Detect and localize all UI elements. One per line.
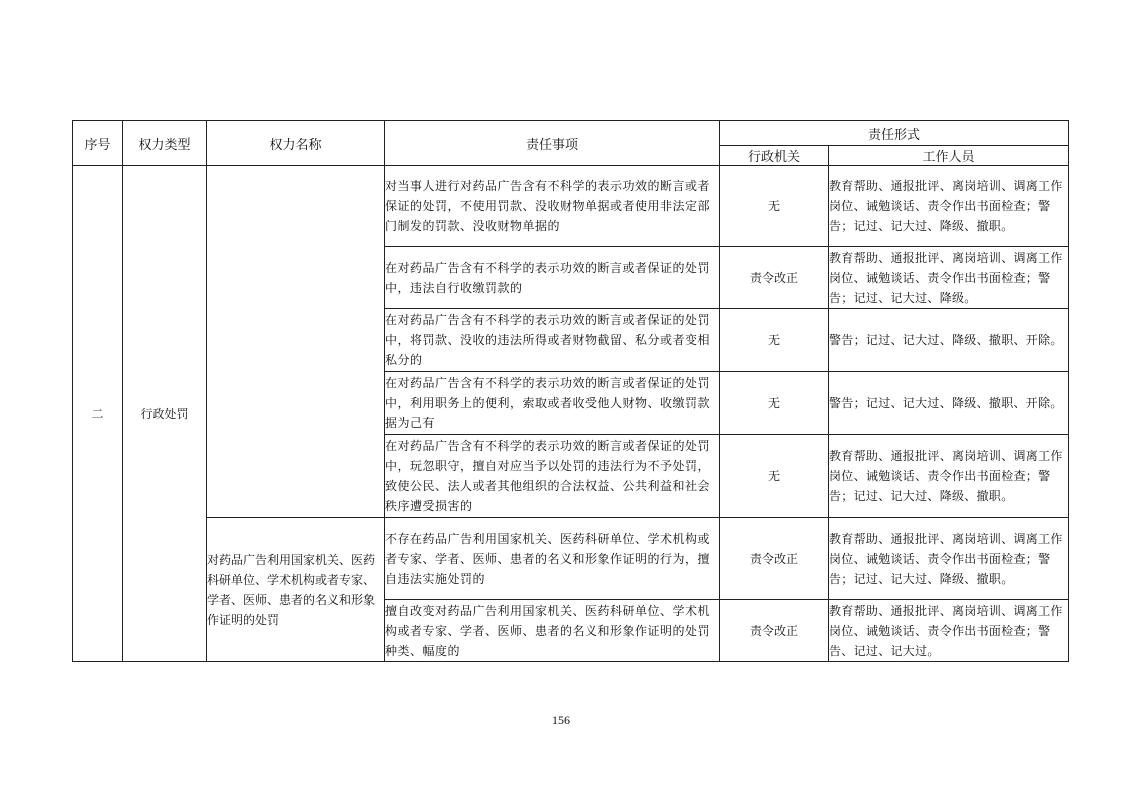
header-seq: 序号 xyxy=(73,121,123,166)
cell-organ: 责令改正 xyxy=(720,247,829,309)
cell-power-type: 行政处罚 xyxy=(123,166,207,662)
table-row xyxy=(73,518,1069,600)
page-number: 156 xyxy=(552,713,570,727)
header-form-group: 责任形式 xyxy=(720,121,1069,146)
cell-power-name-blank xyxy=(207,166,385,518)
cell-organ: 无 xyxy=(720,435,829,518)
cell-duty: 对当事人进行对药品广告含有不科学的表示功效的断言或者保证的处罚，不使用罚款、没收财物单据或者使用非法定部门制发的罚款、没收财物单据的 xyxy=(385,166,720,247)
cell-organ: 责令改正 xyxy=(720,600,829,662)
cell-staff: 教育帮助、通报批评、离岗培训、调离工作岗位、诫勉谈话、责令作出书面检查；警告；记过、记大过、降级。 xyxy=(829,247,1069,309)
cell-organ: 无 xyxy=(720,372,829,435)
table-row xyxy=(73,166,1069,247)
cell-organ: 无 xyxy=(720,166,829,247)
cell-duty: 在对药品广告含有不科学的表示功效的断言或者保证的处罚中，违法自行收缴罚款的 xyxy=(385,247,720,309)
cell-duty: 在对药品广告含有不科学的表示功效的断言或者保证的处罚中，将罚款、没收的违法所得或者财物截留、私分或者变相私分的 xyxy=(385,309,720,372)
cell-staff: 教育帮助、通报批评、离岗培训、调离工作岗位、诫勉谈话、责令作出书面检查；警告；记过、记大过、降级、撤职。 xyxy=(829,518,1069,600)
header-power-name: 权力名称 xyxy=(207,121,385,166)
cell-power-name: 对药品广告利用国家机关、医药科研单位、学术机构或者专家、学者、医师、患者的名义和形象作证明的处罚 xyxy=(207,518,385,662)
cell-organ: 责令改正 xyxy=(720,518,829,600)
header-duty: 责任事项 xyxy=(385,121,720,166)
cell-organ: 无 xyxy=(720,309,829,372)
cell-staff: 教育帮助、通报批评、离岗培训、调离工作岗位、诫勉谈话、责令作出书面检查；警告；记过、记大过、降级、撤职。 xyxy=(829,166,1069,247)
cell-staff: 警告；记过、记大过、降级、撤职、开除。 xyxy=(829,372,1069,435)
header-organ: 行政机关 xyxy=(720,146,829,166)
header-staff: 工作人员 xyxy=(829,146,1069,166)
cell-staff: 警告；记过、记大过、降级、撤职、开除。 xyxy=(829,309,1069,372)
cell-duty: 不存在药品广告利用国家机关、医药科研单位、学术机构或者专家、学者、医师、患者的名义和形象作证明的行为，擅自违法实施处罚的 xyxy=(385,518,720,600)
responsibility-table xyxy=(72,120,1069,662)
cell-duty: 在对药品广告含有不科学的表示功效的断言或者保证的处罚中，利用职务上的便利，索取或者收受他人财物、收缴罚款据为己有 xyxy=(385,372,720,435)
header-power-type: 权力类型 xyxy=(123,121,207,166)
cell-duty: 擅自改变对药品广告利用国家机关、医药科研单位、学术机构或者专家、学者、医师、患者的名义和形象作证明的处罚种类、幅度的 xyxy=(385,600,720,662)
cell-duty: 在对药品广告含有不科学的表示功效的断言或者保证的处罚中，玩忽职守，擅自对应当予以处罚的违法行为不予处罚，致使公民、法人或者其他组织的合法权益、公共利益和社会秩序遭受损害的 xyxy=(385,435,720,518)
cell-staff: 教育帮助、通报批评、离岗培训、调离工作岗位、诫勉谈话、责令作出书面检查；警告、记过、记大过。 xyxy=(829,600,1069,662)
cell-staff: 教育帮助、通报批评、离岗培训、调离工作岗位、诫勉谈话、责令作出书面检查；警告；记过、记大过、降级、撤职。 xyxy=(829,435,1069,518)
cell-seq: 二 xyxy=(73,166,123,662)
header-row xyxy=(73,121,1069,146)
